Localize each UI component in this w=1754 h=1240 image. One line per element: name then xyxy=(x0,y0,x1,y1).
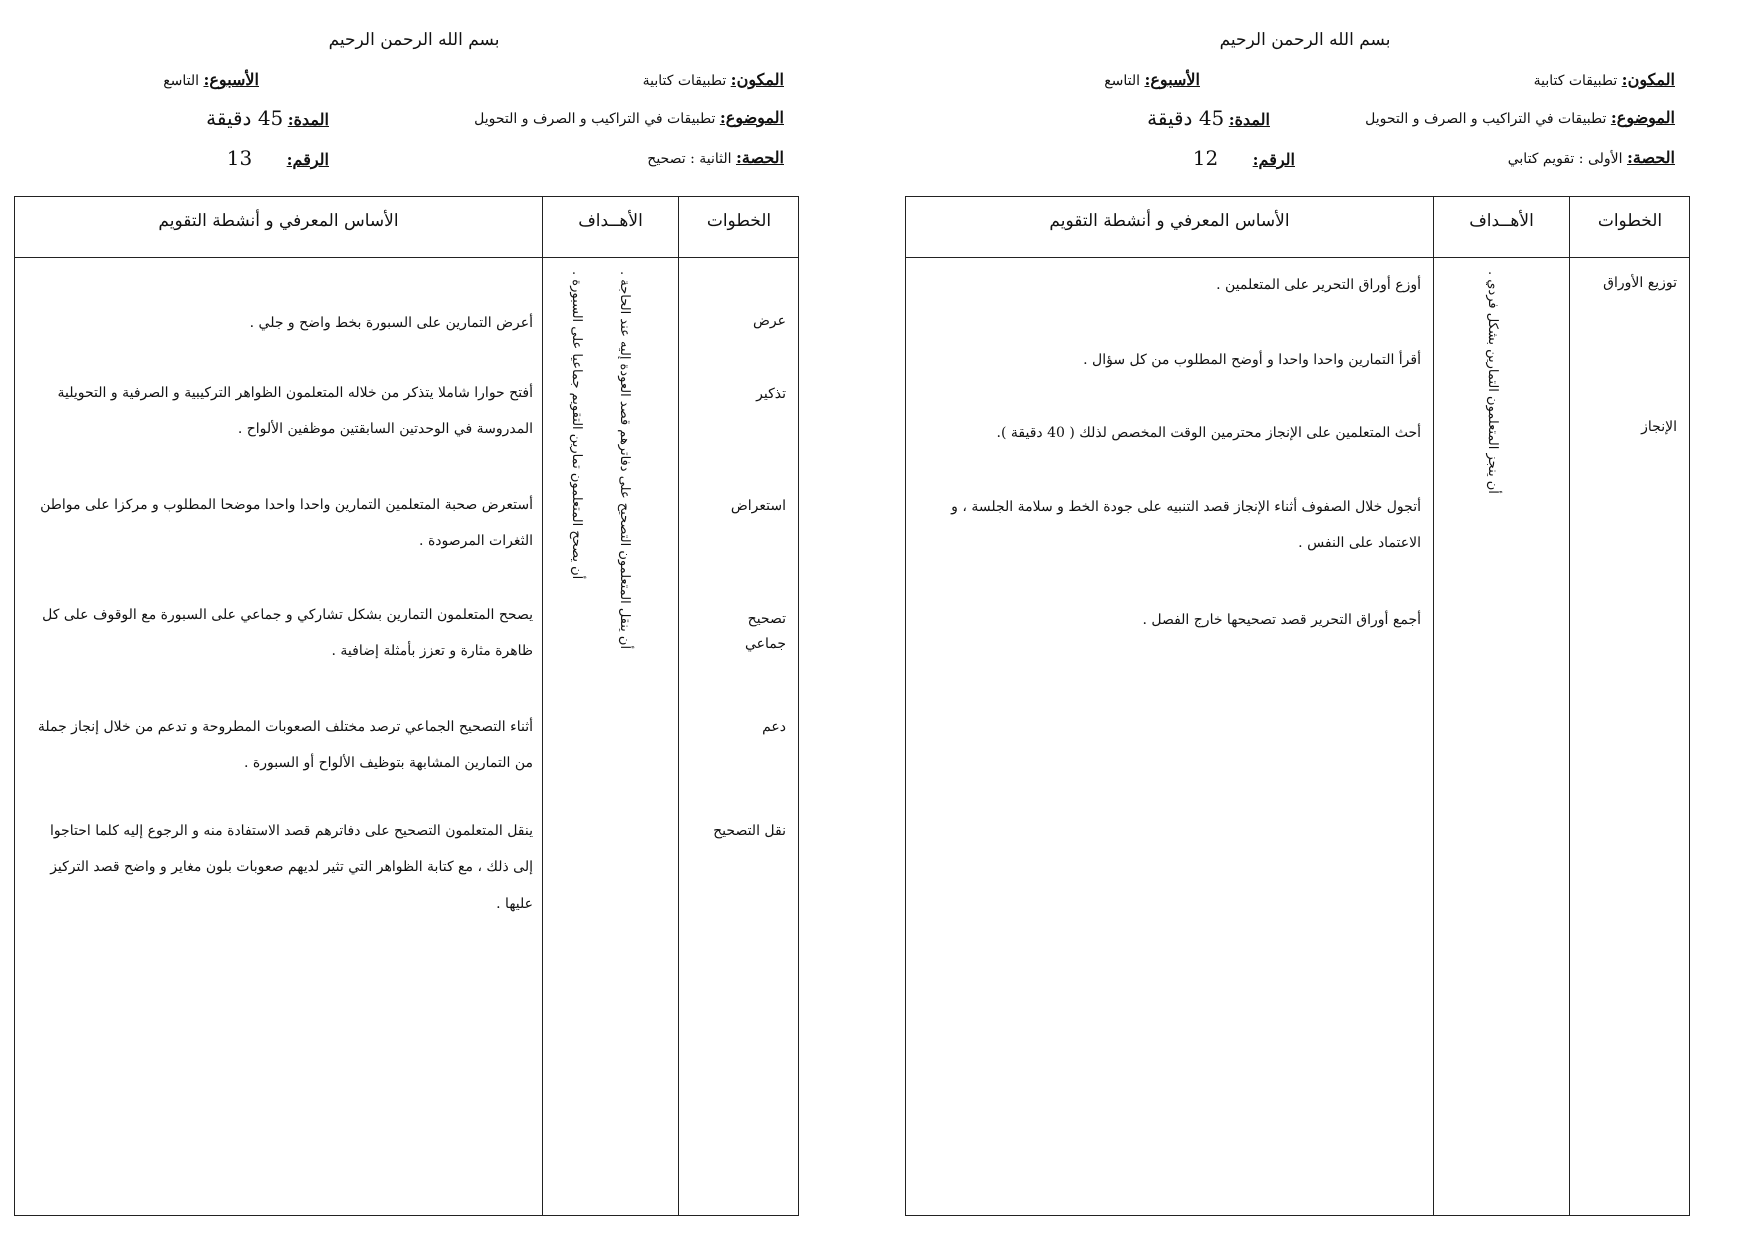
col-header-content: الأساس المعرفي و أنشطة التقويم xyxy=(158,211,399,231)
lesson-table xyxy=(905,196,1690,1216)
step-label: توزيع الأوراق xyxy=(1603,275,1677,291)
header-row-divider xyxy=(906,257,1689,258)
col-header-goals: الأهــداف xyxy=(1469,211,1534,231)
topic-key: الموضوع: xyxy=(719,108,784,127)
number-value: 13 xyxy=(226,146,253,170)
session-key: الحصة: xyxy=(1626,148,1675,167)
session-value: الثانية : تصحيح xyxy=(647,151,732,167)
number-value: 12 xyxy=(1192,146,1219,170)
week-field xyxy=(1104,70,1200,89)
topic-field xyxy=(1365,108,1675,127)
lesson-sheet-12 xyxy=(905,0,1705,1240)
week-key: الأسبوع: xyxy=(1144,70,1200,89)
duration-field xyxy=(1147,106,1270,130)
content-paragraph: أستعرض صحبة المتعلمين التمارين واحدا واحدا موضحا المطلوب و مركزا على مواطن الثغرات المرصودة . xyxy=(40,497,533,550)
number-field xyxy=(227,146,329,170)
component-field xyxy=(643,70,784,89)
step-label: الإنجاز xyxy=(1641,419,1677,435)
content-paragraph: أجمع أوراق التحرير قصد تصحيحها خارج الفصل . xyxy=(1142,612,1421,628)
component-field xyxy=(1534,70,1675,89)
basmala: بسم الله الرحمن الرحيم xyxy=(1219,30,1391,50)
content-paragraph: أعرض التمارين على السبورة بخط واضح و جلي . xyxy=(249,315,533,331)
week-value: التاسع xyxy=(163,73,200,89)
session-field xyxy=(1508,148,1675,167)
week-value: التاسع xyxy=(1104,73,1141,89)
week-field xyxy=(163,70,259,89)
step-label: دعم xyxy=(762,719,786,735)
goal-text: أن يصحح المتعلمون تمارين التقويم جماعيا على السبورة . xyxy=(569,271,584,580)
number-key: الرقم: xyxy=(1252,150,1295,169)
content-paragraph: أتجول خلال الصفوف أثناء الإنجاز قصد التنبيه على جودة الخط و سلامة الجلسة ، و الاعتماد على النفس . xyxy=(951,499,1421,552)
goal-text: أن ينقل المتعلمون التصحيح على دفاترهم قصد العودة إليه عند الحاجة . xyxy=(617,271,632,650)
component-value: تطبيقات كتابية xyxy=(1533,73,1618,89)
component-value: تطبيقات كتابية xyxy=(642,73,727,89)
duration-key: المدة: xyxy=(1228,110,1270,129)
col-header-steps: الخطوات xyxy=(1597,211,1663,231)
week-key: الأسبوع: xyxy=(203,70,259,89)
col-header-content: الأساس المعرفي و أنشطة التقويم xyxy=(1049,211,1290,231)
content-paragraph: أفتح حوارا شاملا يتذكر من خلاله المتعلمون الظواهر التركيبية و الصرفية و التحويلية المدروسة في الوحدتين السابقتين موظفين الألواح . xyxy=(57,385,533,438)
goal-text: أن ينجز المتعلمون التمارين بشكل فردي . xyxy=(1485,271,1500,494)
column-divider xyxy=(542,197,543,1215)
component-key: المكون: xyxy=(730,70,784,89)
content-paragraph: أثناء التصحيح الجماعي ترصد مختلف الصعوبات المطروحة و تدعم من خلال إنجاز جملة من التمارين المشابهة بتوظيف الألواح أو السبورة . xyxy=(37,719,533,772)
lesson-table xyxy=(14,196,799,1216)
step-label: استعراض xyxy=(730,498,786,514)
step-label: عرض xyxy=(752,313,786,329)
number-key: الرقم: xyxy=(286,150,329,169)
column-divider xyxy=(678,197,679,1215)
header-row-divider xyxy=(15,257,798,258)
col-header-steps: الخطوات xyxy=(706,211,772,231)
basmala: بسم الله الرحمن الرحيم xyxy=(328,30,500,50)
content-paragraph: أقرأ التمارين واحدا واحدا و أوضح المطلوب من كل سؤال . xyxy=(1083,352,1421,368)
content-paragraph: أحث المتعلمين على الإنجاز محترمين الوقت المخصص لذلك ( 40 دقيقة ). xyxy=(996,425,1421,441)
session-value: الأولى : تقويم كتابي xyxy=(1507,151,1623,167)
topic-key: الموضوع: xyxy=(1610,108,1675,127)
content-paragraph: يصحح المتعلمون التمارين بشكل تشاركي و جماعي على السبورة مع الوقوف على كل ظاهرة مثارة و تعزز بأمثلة إضافية . xyxy=(42,607,533,660)
lesson-sheet-13 xyxy=(14,0,814,1240)
step-label: تصحيح جماعي xyxy=(744,611,786,653)
step-label: تذكير xyxy=(756,386,786,402)
duration-value: 45 دقيقة xyxy=(206,106,284,130)
duration-field xyxy=(206,106,329,130)
duration-key: المدة: xyxy=(287,110,329,129)
number-field xyxy=(1193,146,1295,170)
topic-value: تطبيقات في التراكيب و الصرف و التحويل xyxy=(474,111,716,127)
column-divider xyxy=(1433,197,1434,1215)
session-key: الحصة: xyxy=(735,148,784,167)
content-paragraph: أوزع أوراق التحرير على المتعلمين . xyxy=(1216,277,1421,293)
duration-value: 45 دقيقة xyxy=(1147,106,1225,130)
topic-field xyxy=(474,108,784,127)
component-key: المكون: xyxy=(1621,70,1675,89)
topic-value: تطبيقات في التراكيب و الصرف و التحويل xyxy=(1365,111,1607,127)
session-field xyxy=(647,148,784,167)
col-header-goals: الأهــداف xyxy=(578,211,643,231)
step-label: نقل التصحيح xyxy=(713,823,786,839)
column-divider xyxy=(1569,197,1570,1215)
content-paragraph: ينقل المتعلمون التصحيح على دفاترهم قصد الاستفادة منه و الرجوع إليه كلما احتاجوا إلى ذلك ، مع كتابة الظواهر التي تثير لديهم صعوبات بلون مغاير و واضح قصد التركيز عليها . xyxy=(49,823,533,912)
